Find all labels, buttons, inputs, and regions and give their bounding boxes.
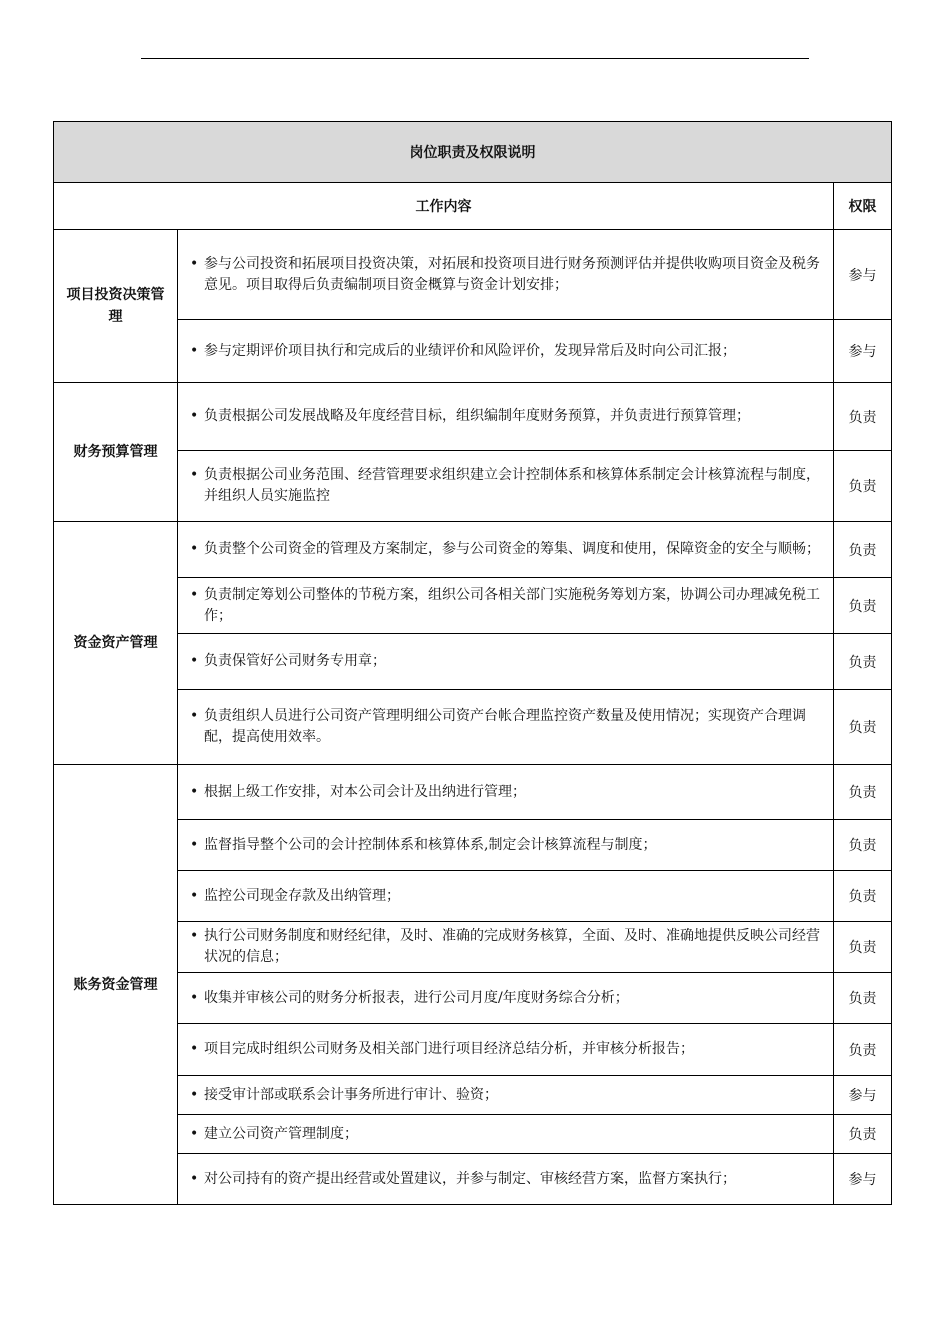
header-work-content: 工作内容 <box>54 183 834 230</box>
authority-cell: 负责 <box>834 1115 892 1154</box>
header-authority: 权限 <box>834 183 892 230</box>
table-row <box>54 230 892 320</box>
authority-cell: 负责 <box>834 634 892 690</box>
table-title: 岗位职责及权限说明 <box>54 122 892 183</box>
duty-cell <box>178 1076 834 1115</box>
header-row <box>54 183 892 230</box>
category-cell: 财务预算管理 <box>54 383 178 522</box>
duty-cell <box>178 922 834 973</box>
authority-cell: 参与 <box>834 1076 892 1115</box>
duty-text: 建立公司资产管理制度； <box>204 1125 358 1142</box>
authority-cell: 负责 <box>834 522 892 578</box>
bullet-icon: • <box>190 783 199 800</box>
table-row <box>54 634 892 690</box>
duty-cell <box>178 230 834 320</box>
table-row <box>54 1115 892 1154</box>
bullet-icon: • <box>190 541 199 557</box>
duty-cell <box>178 451 834 522</box>
title-row <box>54 122 892 183</box>
duty-text: 负责保管好公司财务专用章； <box>204 653 386 669</box>
duty-text: 对公司持有的资产提出经营或处置建议，并参与制定、审核经营方案，监督方案执行； <box>204 1170 736 1187</box>
duty-cell <box>178 1154 834 1205</box>
authority-cell: 负责 <box>834 820 892 871</box>
authority-cell: 负责 <box>834 922 892 973</box>
bullet-icon: • <box>190 255 199 272</box>
table-row <box>54 1076 892 1115</box>
table-row <box>54 320 892 383</box>
bullet-icon: • <box>190 1170 199 1187</box>
duty-text: 收集并审核公司的财务分析报表，进行公司月度/年度财务综合分析； <box>204 989 629 1006</box>
duty-text: 参与定期评价项目执行和完成后的业绩评价和风险评价，发现异常后及时向公司汇报； <box>204 342 736 359</box>
duty-text: 监督指导整个公司的会计控制体系和核算体系,制定会计核算流程与制度； <box>204 836 657 853</box>
duty-text: 参与公司投资和拓展项目投资决策，对拓展和投资项目进行财务预测评估并提供收购项目资金及税务意见。项目取得后负责编制项目资金概算与资金计划安排； <box>204 255 820 293</box>
authority-cell: 参与 <box>834 320 892 383</box>
duty-text: 根据上级工作安排，对本公司会计及出纳进行管理； <box>204 783 526 800</box>
duty-text: 负责制定筹划公司整体的节税方案，组织公司各相关部门实施税务筹划方案，协调公司办理减免税工作； <box>204 586 820 624</box>
authority-cell: 参与 <box>834 230 892 320</box>
duty-text: 负责根据公司业务范围、经营管理要求组织建立会计控制体系和核算体系制定会计核算流程与制度，并组织人员实施监控 <box>204 467 820 504</box>
duty-cell <box>178 1024 834 1076</box>
category-cell: 账务资金管理 <box>54 765 178 1205</box>
table-row <box>54 451 892 522</box>
bullet-icon: • <box>190 989 199 1006</box>
duty-cell <box>178 1115 834 1154</box>
bullet-icon: • <box>190 1086 199 1103</box>
header-rule <box>141 58 809 59</box>
duty-cell <box>178 578 834 634</box>
authority-cell: 负责 <box>834 765 892 820</box>
bullet-icon: • <box>190 928 199 944</box>
duty-text: 项目完成时组织公司财务及相关部门进行项目经济总结分析，并审核分析报告； <box>204 1041 694 1057</box>
bullet-icon: • <box>190 653 199 669</box>
table-row <box>54 522 892 578</box>
table-row <box>54 1154 892 1205</box>
authority-cell: 参与 <box>834 1154 892 1205</box>
table-row <box>54 820 892 871</box>
category-cell: 项目投资决策管理 <box>54 230 178 383</box>
authority-cell: 负责 <box>834 383 892 451</box>
bullet-icon: • <box>190 1125 199 1142</box>
duty-cell <box>178 383 834 451</box>
bullet-icon: • <box>190 887 199 904</box>
duty-cell <box>178 522 834 578</box>
duty-text: 负责组织人员进行公司资产管理明细公司资产台帐合理监控资产数量及使用情况；实现资产合理调配，提高使用效率。 <box>204 708 806 745</box>
table-row <box>54 973 892 1024</box>
authority-cell: 负责 <box>834 578 892 634</box>
table-row <box>54 922 892 973</box>
bullet-icon: • <box>190 708 199 724</box>
duty-cell <box>178 973 834 1024</box>
table-row <box>54 578 892 634</box>
bullet-icon: • <box>190 342 199 359</box>
duty-text: 执行公司财务制度和财经纪律，及时、准确的完成财务核算，全面、及时、准确地提供反映公司经营状况的信息； <box>204 928 820 965</box>
duty-cell <box>178 871 834 922</box>
authority-cell: 负责 <box>834 973 892 1024</box>
duty-cell <box>178 634 834 690</box>
duty-cell <box>178 320 834 383</box>
duty-cell <box>178 690 834 765</box>
category-cell: 资金资产管理 <box>54 522 178 765</box>
duty-text: 负责根据公司发展战略及年度经营目标，组织编制年度财务预算，并负责进行预算管理； <box>204 408 750 424</box>
bullet-icon: • <box>190 586 199 603</box>
duty-cell <box>178 820 834 871</box>
table-row <box>54 765 892 820</box>
duty-cell <box>178 765 834 820</box>
table-row <box>54 1024 892 1076</box>
duty-text: 负责整个公司资金的管理及方案制定，参与公司资金的筹集、调度和使用，保障资金的安全与顺畅； <box>204 541 820 557</box>
authority-cell: 负责 <box>834 1024 892 1076</box>
table-row <box>54 871 892 922</box>
duty-text: 监控公司现金存款及出纳管理； <box>204 887 400 904</box>
duty-text: 接受审计部或联系会计事务所进行审计、验资； <box>204 1086 498 1103</box>
authority-cell: 负责 <box>834 451 892 522</box>
bullet-icon: • <box>190 1041 199 1057</box>
table-row <box>54 690 892 765</box>
bullet-icon: • <box>190 408 199 424</box>
bullet-icon: • <box>190 836 199 853</box>
bullet-icon: • <box>190 467 199 483</box>
duties-table <box>53 121 892 1205</box>
authority-cell: 负责 <box>834 871 892 922</box>
authority-cell: 负责 <box>834 690 892 765</box>
table-row <box>54 383 892 451</box>
